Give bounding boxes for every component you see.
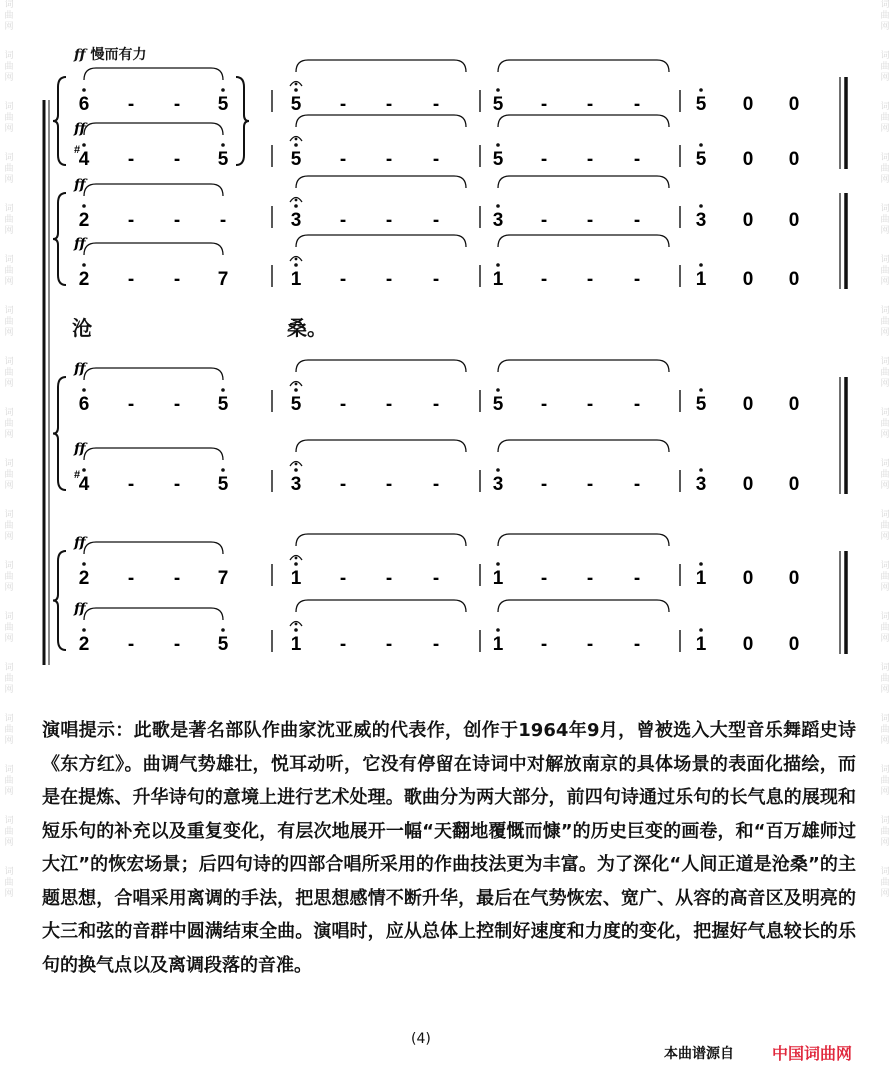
tie-slur (84, 542, 223, 554)
octave-dot (699, 143, 703, 147)
octave-dot (496, 388, 500, 392)
note: 5 (492, 94, 504, 115)
dash: - (432, 568, 440, 589)
dash: - (586, 149, 594, 170)
note: 5 (492, 149, 504, 170)
octave-dot (496, 263, 500, 267)
fermata-dot (295, 199, 298, 202)
octave-dot (699, 562, 703, 566)
watermark-text: 词曲网 (880, 663, 890, 695)
dash: - (127, 210, 135, 231)
tie-slur (84, 608, 223, 620)
dash: - (173, 568, 181, 589)
dash: - (633, 568, 641, 589)
lyric-word-2: 桑。 (287, 316, 327, 340)
dash: - (586, 634, 594, 655)
brace (53, 551, 66, 650)
dash: - (633, 149, 641, 170)
note: 1 (290, 634, 302, 655)
watermark-text: 词曲网 (880, 153, 890, 185)
octave-dot (221, 388, 225, 392)
dash: - (339, 634, 347, 655)
tie-slur (296, 600, 466, 612)
lyric-word-1: 沧 (72, 316, 92, 340)
octave-dot (82, 388, 86, 392)
note: 5 (492, 394, 504, 415)
watermark-text: 词曲网 (4, 510, 14, 542)
octave-dot (496, 88, 500, 92)
dash: - (586, 568, 594, 589)
note: 1 (492, 269, 504, 290)
octave-dot (496, 143, 500, 147)
rest: 0 (742, 94, 754, 115)
fermata-dot (295, 383, 298, 386)
dash: - (127, 634, 135, 655)
watermark-text: 词曲网 (4, 102, 14, 134)
sharp-sign: # (73, 144, 81, 156)
note: 6 (78, 394, 90, 415)
right-brace (236, 77, 249, 165)
rest: 0 (788, 94, 800, 115)
fermata-dot (295, 623, 298, 626)
dash: - (127, 568, 135, 589)
octave-dot (82, 143, 86, 147)
dash: - (586, 394, 594, 415)
brace (53, 193, 66, 285)
dash: - (432, 149, 440, 170)
dash: - (385, 634, 393, 655)
dash: - (173, 394, 181, 415)
octave-dot (699, 628, 703, 632)
tie-slur (84, 184, 223, 196)
rest: 0 (788, 269, 800, 290)
rest: 0 (742, 149, 754, 170)
octave-dot (496, 204, 500, 208)
dynamic-ff: ff (74, 601, 86, 617)
watermark-text: 词曲网 (4, 816, 14, 848)
octave-dot (82, 88, 86, 92)
octave-dot (699, 204, 703, 208)
dash: - (385, 94, 393, 115)
dash: - (633, 210, 641, 231)
sharp-sign: # (73, 469, 81, 481)
tie-slur (498, 60, 669, 72)
rest: 0 (742, 394, 754, 415)
dash: - (127, 269, 135, 290)
note: 1 (492, 634, 504, 655)
note: 3 (695, 474, 707, 495)
rest: 0 (742, 210, 754, 231)
watermark-text: 词曲网 (4, 663, 14, 695)
dash: - (432, 634, 440, 655)
dash: - (586, 210, 594, 231)
dynamic-ff: ff (74, 177, 86, 193)
fermata-dot (295, 258, 298, 261)
tie-slur (84, 68, 223, 80)
rest: 0 (788, 210, 800, 231)
tie-slur (296, 534, 466, 546)
tie-slur (84, 368, 223, 380)
dash: - (540, 149, 548, 170)
fermata-dot (295, 83, 298, 86)
watermark-text: 词曲网 (880, 255, 890, 287)
dash: - (385, 210, 393, 231)
rest: 0 (788, 394, 800, 415)
dash: - (586, 94, 594, 115)
source-label: 本曲谱源自 (664, 1046, 734, 1062)
rest: 0 (788, 568, 800, 589)
note: 5 (217, 634, 229, 655)
dash: - (540, 210, 548, 231)
octave-dot (496, 628, 500, 632)
note: 1 (492, 568, 504, 589)
rest: 0 (742, 269, 754, 290)
note: 3 (290, 210, 302, 231)
dash: - (432, 94, 440, 115)
note: 5 (217, 149, 229, 170)
note: 5 (290, 394, 302, 415)
dash: - (127, 394, 135, 415)
dash: - (432, 394, 440, 415)
dash: - (173, 269, 181, 290)
watermark-text: 词曲网 (4, 459, 14, 491)
octave-dot (221, 628, 225, 632)
watermark-text: 词曲网 (4, 612, 14, 644)
dash: - (173, 210, 181, 231)
tie-slur (84, 448, 223, 460)
note: 3 (695, 210, 707, 231)
dash: - (586, 474, 594, 495)
dash: - (540, 394, 548, 415)
note: 5 (217, 94, 229, 115)
brace (53, 77, 66, 165)
dash: - (127, 474, 135, 495)
octave-dot (82, 263, 86, 267)
rest: 0 (788, 634, 800, 655)
note: 3 (492, 474, 504, 495)
dash: - (339, 474, 347, 495)
dash: - (385, 474, 393, 495)
watermark-text: 词曲网 (880, 51, 890, 83)
note: 1 (695, 634, 707, 655)
octave-dot (294, 263, 298, 267)
tie-slur (498, 600, 669, 612)
octave-dot (294, 562, 298, 566)
tie-slur (296, 235, 466, 247)
rest: 0 (788, 149, 800, 170)
note: 1 (290, 269, 302, 290)
dash: - (432, 210, 440, 231)
octave-dot (82, 204, 86, 208)
tie-slur (498, 115, 669, 127)
octave-dot (699, 88, 703, 92)
site-name: 中国词曲网 (772, 1044, 853, 1063)
tie-slur (296, 360, 466, 372)
tempo-dynamic: ff (74, 47, 86, 63)
watermark-text: 词曲网 (4, 561, 14, 593)
watermark-text: 词曲网 (880, 408, 890, 440)
note: 5 (695, 94, 707, 115)
dash: - (339, 210, 347, 231)
tie-slur (498, 360, 669, 372)
dash: - (540, 568, 548, 589)
dash: - (173, 474, 181, 495)
tie-slur (498, 534, 669, 546)
note: 5 (695, 394, 707, 415)
dash: - (540, 94, 548, 115)
watermark-text: 词曲网 (4, 255, 14, 287)
watermark-text: 词曲网 (880, 102, 890, 134)
octave-dot (496, 562, 500, 566)
octave-dot (294, 143, 298, 147)
note: 5 (290, 94, 302, 115)
dash: - (339, 568, 347, 589)
dash: - (540, 634, 548, 655)
octave-dot (82, 628, 86, 632)
watermark-text: 词曲网 (880, 714, 890, 746)
octave-dot (294, 468, 298, 472)
dash: - (385, 568, 393, 589)
performance-notes (42, 714, 856, 982)
watermark-text: 词曲网 (4, 765, 14, 797)
watermark-text: 词曲网 (880, 459, 890, 491)
octave-dot (294, 628, 298, 632)
dash: - (385, 269, 393, 290)
note: 1 (695, 568, 707, 589)
dash: - (385, 149, 393, 170)
octave-dot (699, 263, 703, 267)
dynamic-ff: ff (74, 535, 86, 551)
note: 1 (290, 568, 302, 589)
page-number: (4) (411, 1031, 431, 1047)
octave-dot (221, 88, 225, 92)
note: 4 (78, 474, 90, 495)
note: 1 (695, 269, 707, 290)
tie-slur (84, 243, 223, 255)
dash: - (339, 94, 347, 115)
watermark-text: 词曲网 (4, 51, 14, 83)
note: 2 (78, 634, 90, 655)
dash: - (633, 394, 641, 415)
dash: - (540, 474, 548, 495)
watermark-text: 词曲网 (880, 510, 890, 542)
note: 2 (78, 568, 90, 589)
watermark-text: 词曲网 (880, 357, 890, 389)
dash: - (633, 269, 641, 290)
dash: - (219, 210, 227, 231)
tie-slur (296, 176, 466, 188)
dash: - (633, 634, 641, 655)
dash: - (173, 149, 181, 170)
dynamic-ff: ff (74, 441, 86, 457)
watermark-text: 词曲网 (4, 306, 14, 338)
dash: - (385, 394, 393, 415)
watermark-text: 词曲网 (880, 765, 890, 797)
rest: 0 (742, 568, 754, 589)
dash: - (633, 94, 641, 115)
note: 7 (217, 568, 229, 589)
note: 5 (695, 149, 707, 170)
dash: - (127, 94, 135, 115)
dash: - (633, 474, 641, 495)
note: 4 (78, 149, 90, 170)
watermark-text: 词曲网 (880, 867, 890, 899)
watermark-text: 词曲网 (4, 714, 14, 746)
watermark-text: 词曲网 (880, 306, 890, 338)
octave-dot (82, 562, 86, 566)
tempo-text: 慢而有力 (90, 47, 147, 63)
octave-dot (221, 468, 225, 472)
dash: - (173, 634, 181, 655)
brace (53, 377, 66, 490)
fermata-dot (295, 138, 298, 141)
watermark-text: 词曲网 (4, 0, 14, 32)
rest: 0 (788, 474, 800, 495)
octave-dot (294, 204, 298, 208)
rest: 0 (742, 634, 754, 655)
octave-dot (699, 388, 703, 392)
note: 5 (290, 149, 302, 170)
octave-dot (294, 388, 298, 392)
note: 2 (78, 269, 90, 290)
tie-slur (498, 235, 669, 247)
dash: - (339, 394, 347, 415)
watermark-text: 词曲网 (880, 204, 890, 236)
watermark-text: 词曲网 (4, 153, 14, 185)
watermark-text: 词曲网 (880, 561, 890, 593)
watermark-text: 词曲网 (880, 0, 890, 32)
dash: - (540, 269, 548, 290)
note: 5 (217, 474, 229, 495)
tie-slur (498, 440, 669, 452)
notes-heading: 演唱提示 (42, 720, 116, 741)
note: 7 (217, 269, 229, 290)
dash: - (173, 94, 181, 115)
octave-dot (496, 468, 500, 472)
watermark-text: 词曲网 (880, 612, 890, 644)
watermark-text: 词曲网 (4, 357, 14, 389)
note: 5 (217, 394, 229, 415)
note: 6 (78, 94, 90, 115)
octave-dot (294, 88, 298, 92)
watermark-text: 词曲网 (4, 867, 14, 899)
rest: 0 (742, 474, 754, 495)
dynamic-ff: ff (74, 361, 86, 377)
dash: - (586, 269, 594, 290)
dynamic-ff: ff (74, 236, 86, 252)
dash: - (127, 149, 135, 170)
dash: - (432, 474, 440, 495)
tie-slur (296, 440, 466, 452)
tie-slur (296, 115, 466, 127)
fermata-dot (295, 557, 298, 560)
dynamic-ff: ff (74, 121, 86, 137)
watermark-text: 词曲网 (4, 408, 14, 440)
note: 3 (492, 210, 504, 231)
watermark-text: 词曲网 (4, 204, 14, 236)
fermata-dot (295, 463, 298, 466)
octave-dot (82, 468, 86, 472)
notes-body: ：此歌是著名部队作曲家沈亚威的代表作，创作于1964年9月，曾被选入大型音乐舞蹈史诗《东方红》。曲调气势雄壮，悦耳动听，它没有停留在诗词中对解放南京的具体场景的表面化描绘，而是在提炼、升华诗句的意境上进行艺术处理。歌曲分为两大部分，前四句诗通过乐句的长气息的展现和短乐句的补充以及重复变化，有层次地展开一幅“天翻地覆慨而慷”的历史巨变的画卷，和“百万雄师过大江”的恢宏场景；后四句诗的四部合唱所采用的作曲技法更为丰富。为了深化“人间正道是沧桑”的主题思想，合唱采用离调的手法，把思想感情不断升华，最后在气势恢宏、宽广、从容的高音区及明亮的大三和弦的音群中圆满结束全曲。演唱时，应从总体上控制好速度和力度的变化，把握好气息较长的乐句的换气点以及离调段落的音准。 (42, 720, 857, 976)
dash: - (432, 269, 440, 290)
dash: - (339, 149, 347, 170)
tie-slur (84, 123, 223, 135)
tie-slur (498, 176, 669, 188)
octave-dot (699, 468, 703, 472)
tie-slur (296, 60, 466, 72)
octave-dot (221, 143, 225, 147)
note: 3 (290, 474, 302, 495)
dash: - (339, 269, 347, 290)
watermark-text: 词曲网 (880, 816, 890, 848)
note: 2 (78, 210, 90, 231)
